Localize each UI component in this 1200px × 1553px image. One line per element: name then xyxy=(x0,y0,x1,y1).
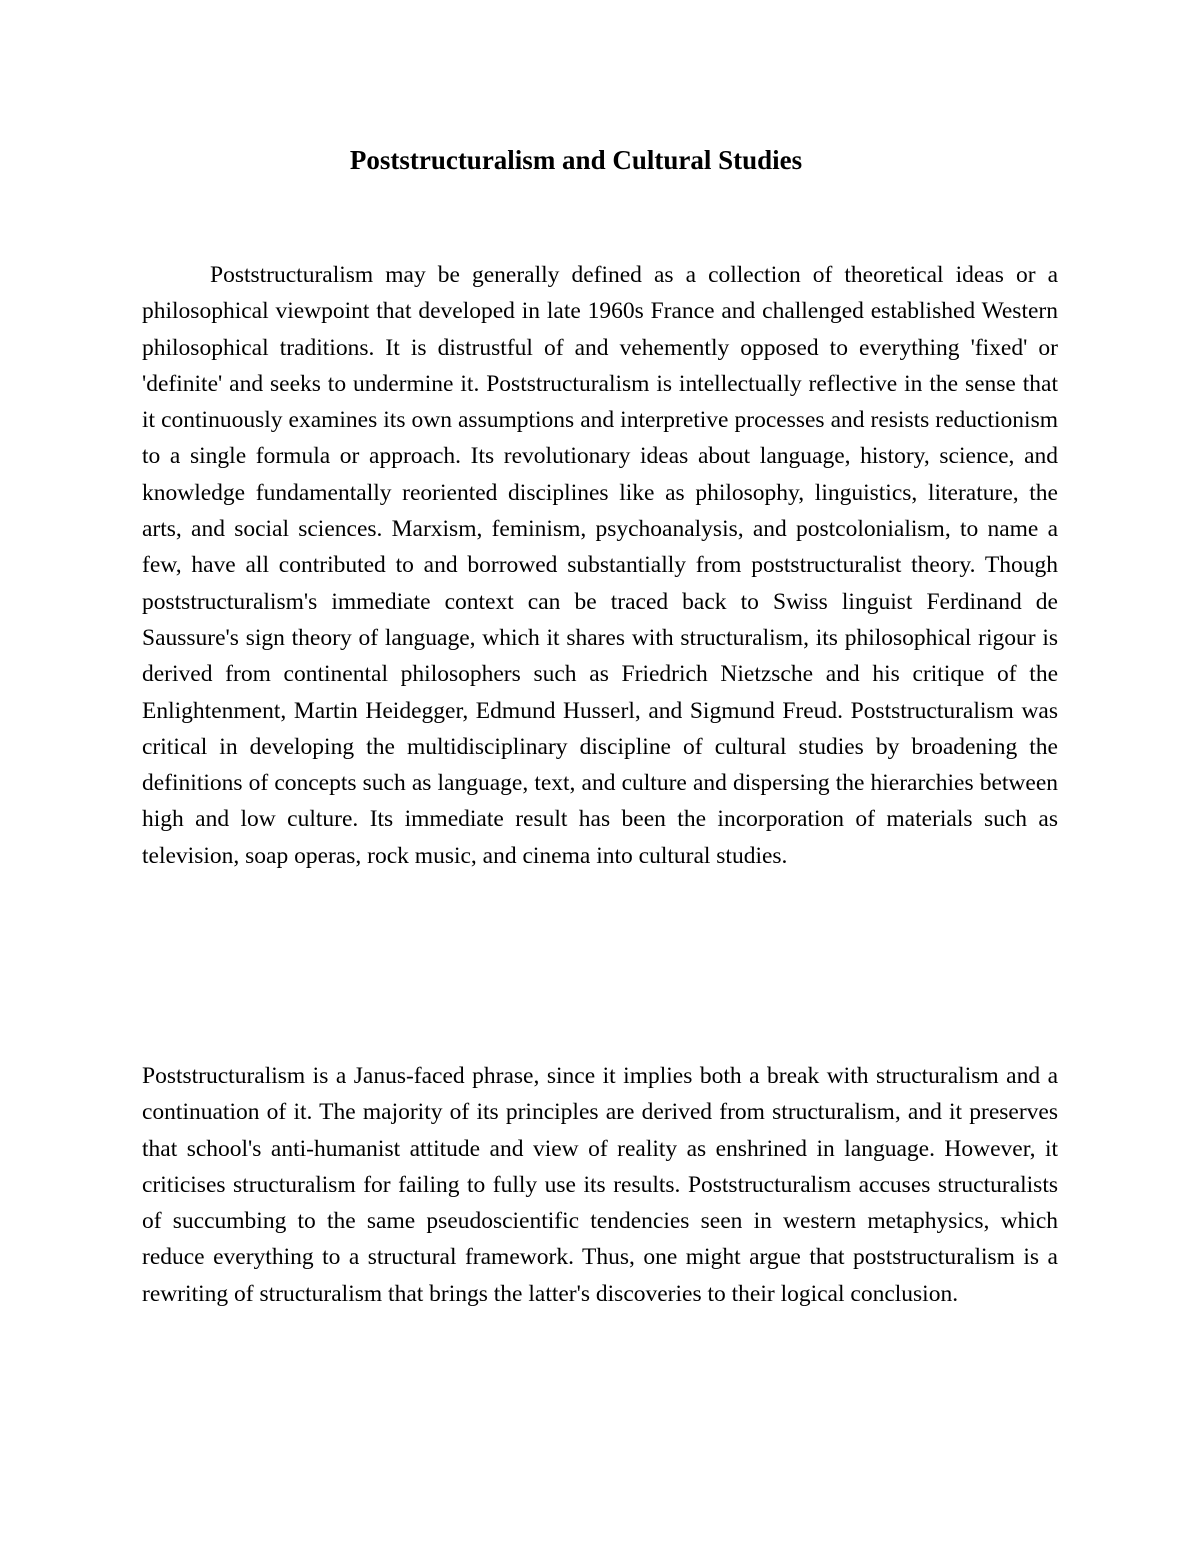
body-paragraph-2: Poststructuralism is a Janus-faced phrase, since it implies both a break with structuralism and a continuation of it. The majority of its principles are derived from structuralism, and it preserves that school's anti-humanist attitude and view of reality as enshrined in language. However, it criticises structuralism for failing to fully use its results. Poststructuralism accuses structuralists of succumbing to the same pseudoscientific tendencies seen in western metaphysics, which reduce everything to a structural framework. Thus, one might argue that poststructuralism is a rewriting of structuralism that brings the latter's discoveries to their logical conclusion. xyxy=(142,1063,1058,1307)
body-paragraph-1: Poststructuralism may be generally defined as a collection of theoretical ideas or a philosophical viewpoint that developed in late 1960s France and challenged established Western philosophical traditions. It is distrustful of and vehemently opposed to everything 'fixed' or 'definite' and seeks to undermine it. Poststructuralism is intellectually reflective in the sense that it continuously examines its own assumptions and interpretive processes and resists reductionism to a single formula or approach. Its revolutionary ideas about language, history, science, and knowledge fundamentally reoriented disciplines like as philosophy, linguistics, literature, the arts, and social sciences. Marxism, feminism, psychoanalysis, and postcolonialism, to name a few, have all contributed to and borrowed substantially from poststructuralist theory. Though poststructuralism's immediate context can be traced back to Swiss linguist Ferdinand de Saussure's sign theory of language, which it shares with structuralism, its philosophical rigour is derived from continental philosophers such as Friedrich Nietzsche and his critique of the Enlightenment, Martin Heidegger, Edmund Husserl, and Sigmund Freud. Poststructuralism was critical in developing the multidisciplinary discipline of cultural studies by broadening the definitions of concepts such as language, text, and culture and dispersing the hierarchies between high and low culture. Its immediate result has been the incorporation of materials such as television, soap operas, rock music, and cinema into cultural studies. xyxy=(142,262,1058,869)
document-title: Poststructuralism and Cultural Studies xyxy=(349,145,803,175)
